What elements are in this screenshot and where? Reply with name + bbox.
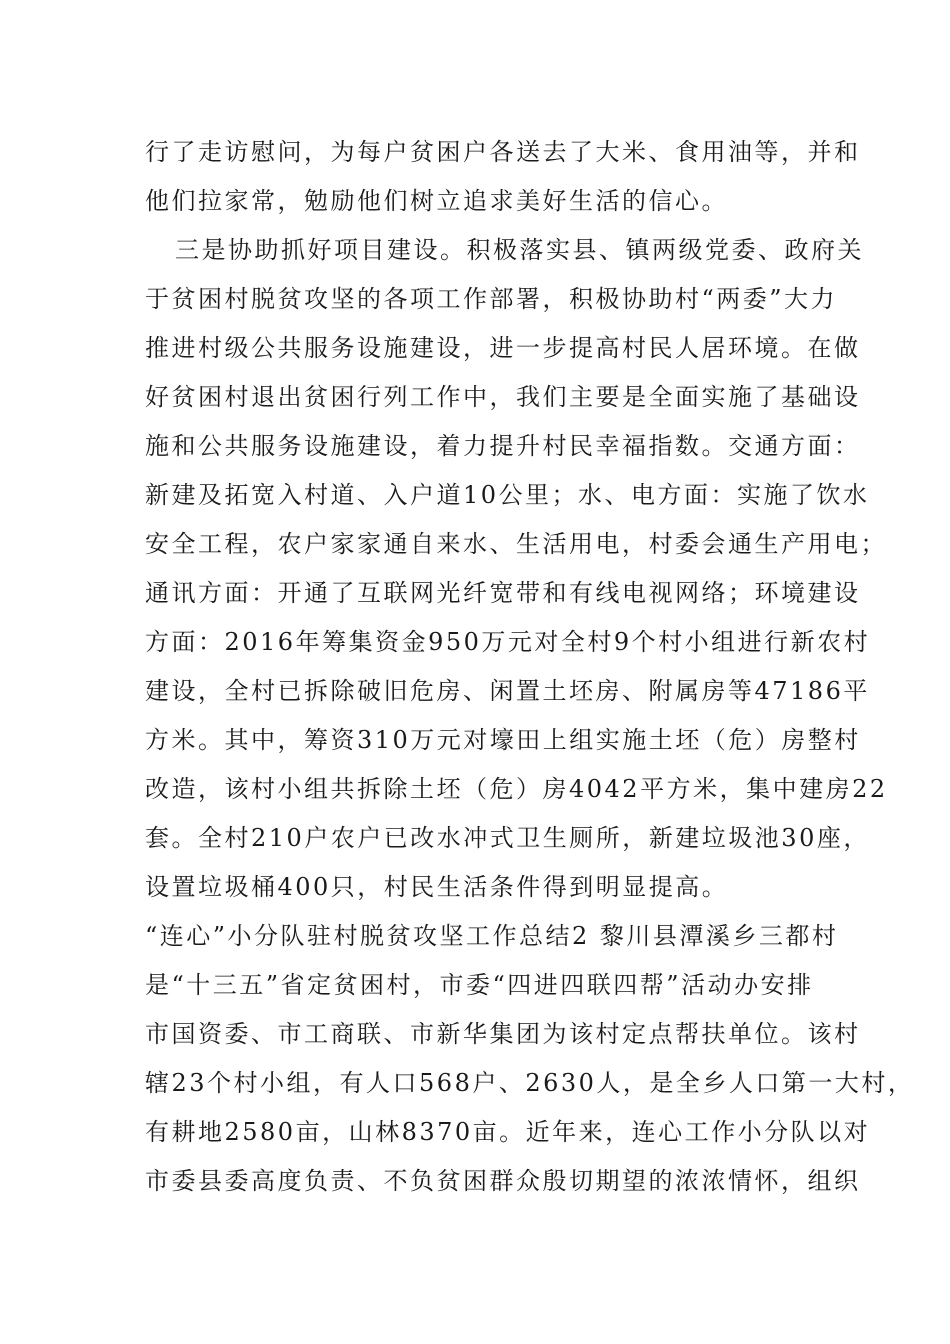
text-line: 有耕地2580亩，山林8370亩。近年来，连心工作小分队以对 — [145, 1118, 871, 1146]
text-line: 他们拉家常，勉励他们树立追求美好生活的信心。 — [145, 187, 728, 215]
section-heading-line: “连心”小分队驻村脱贫攻坚工作总结2 黎川县潭溪乡三都村 — [145, 922, 839, 950]
text-line: 市国资委、市工商联、市新华集团为该村定点帮扶单位。该村 — [145, 1020, 861, 1048]
text-line: 方面：2016年筹集资金950万元对全村9个村小组进行新农村 — [145, 628, 871, 656]
text-line: 安全工程，农户家家通自来水、生活用电，村委会通生产用电； — [145, 530, 887, 558]
text-line: 辖23个村小组，有人口568户、2630人，是全乡人口第一大村， — [145, 1069, 915, 1097]
text-line: 改造，该村小组共拆除土坯（危）房4042平方米，集中建房22 — [145, 775, 888, 803]
text-line: 方米。其中，筹资310万元对壕田上组实施土坯（危）房整村 — [145, 726, 861, 754]
text-line: 设置垃圾桶400只，村民生活条件得到明显提高。 — [145, 873, 729, 901]
text-line: 推进村级公共服务设施建设，进一步提高村民人居环境。在做 — [145, 334, 861, 362]
text-line: 好贫困村退出贫困行列工作中，我们主要是全面实施了基础设 — [145, 383, 861, 411]
text-line: 通讯方面：开通了互联网光纤宽带和有线电视网络；环境建设 — [145, 579, 861, 607]
text-line: 于贫困村脱贫攻坚的各项工作部署，积极协助村“两委”大力 — [145, 285, 838, 313]
text-line: 是“十三五”省定贫困村，市委“四进四联四帮”活动办安排 — [145, 971, 814, 999]
text-line: 施和公共服务设施建设，着力提升村民幸福指数。交通方面： — [145, 432, 861, 460]
paragraph-first-line: 三是协助抓好项目建设。积极落实县、镇两级党委、政府关 — [175, 236, 864, 264]
text-line: 套。全村210户农户已改水冲式卫生厕所，新建垃圾池30座， — [145, 824, 870, 852]
text-line: 建设，全村已拆除破旧危房、闲置土坯房、附属房等47186平 — [145, 677, 870, 705]
text-line: 行了走访慰问，为每户贫困户各送去了大米、食用油等，并和 — [145, 138, 861, 166]
text-line: 市委县委高度负责、不负贫困群众殷切期望的浓浓情怀，组织 — [145, 1167, 861, 1195]
text-line: 新建及拓宽入村道、入户道10公里；水、电方面：实施了饮水 — [145, 481, 870, 509]
